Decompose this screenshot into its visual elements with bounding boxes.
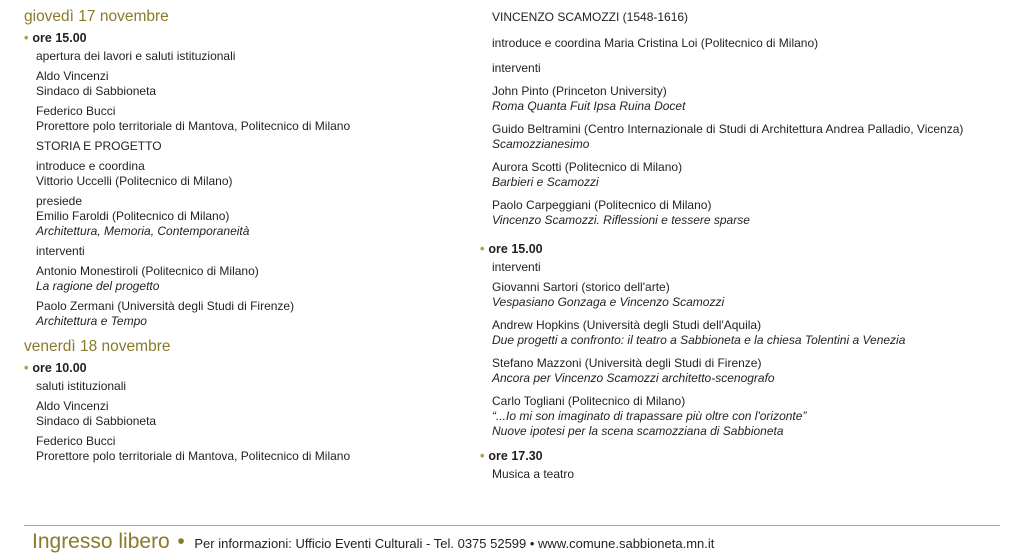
speaker-item: Aldo Vincenzi Sindaco di Sabbioneta	[36, 399, 157, 428]
footer	[32, 531, 714, 555]
speaker-item: Aurora Scotti (Politecnico di Milano) Barbieri e Scamozzi	[492, 160, 683, 189]
speaker-item: Paolo Zermani (Università degli Studi di Firenze) Architettura e Tempo	[36, 299, 295, 328]
program-item: introduce e coordina Maria Cristina Loi (Politecnico di Milano)	[492, 36, 819, 50]
speaker-item: Giovanni Sartori (storico dell'arte) Vespasiano Gonzaga e Vincenzo Scamozzi	[492, 280, 725, 309]
session-title: VINCENZO SCAMOZZI (1548-1616)	[492, 10, 689, 24]
speaker-item: introduce e coordina Vittorio Uccelli (Politecnico di Milano)	[36, 159, 233, 188]
program-item: Musica a teatro	[492, 467, 575, 481]
bullet-icon: •	[24, 31, 29, 45]
time-slot: • ore 10.00	[24, 361, 87, 375]
speaker-item: Aldo Vincenzi Sindaco di Sabbioneta	[36, 69, 157, 98]
bullet-icon: •	[480, 449, 485, 463]
bullet-icon: •	[480, 242, 485, 256]
right-column	[480, 10, 1020, 487]
left-column	[24, 0, 464, 469]
speaker-item: John Pinto (Princeton University) Roma Quanta Fuit Ipsa Ruina Docet	[492, 84, 686, 113]
speaker-item: presiede Emilio Faroldi (Politecnico di Milano) Architettura, Memoria, Contemporaneità	[36, 194, 250, 238]
footer-divider	[24, 525, 1000, 526]
program-item: apertura dei lavori e saluti istituzionali	[36, 49, 236, 63]
speaker-item: Paolo Carpeggiani (Politecnico di Milano) Vincenzo Scamozzi. Riflessioni e tessere sparse	[492, 198, 750, 227]
speaker-item: Stefano Mazzoni (Università degli Studi di Firenze) Ancora per Vincenzo Scamozzi architetto-scenografo	[492, 356, 775, 385]
time-slot: • ore 17.30	[480, 449, 543, 463]
speaker-item: Andrew Hopkins (Università degli Studi dell'Aquila) Due progetti a confronto: il teatro a Sabbioneta e la chiesa Tolentini a Venezia	[492, 318, 906, 347]
day-heading-thursday: giovedì 17 novembre	[24, 8, 169, 25]
entry-label: Ingresso libero	[32, 530, 170, 553]
program-item: saluti istituzionali	[36, 379, 127, 393]
time-slot: • ore 15.00	[480, 242, 543, 256]
time-slot: • ore 15.00	[24, 31, 87, 45]
bullet-icon: •	[177, 530, 185, 553]
speaker-item: Carlo Togliani (Politecnico di Milano) “...Io mi son imaginato di trapassare più oltre con l'orizonte” Nuove ipotesi per la scena scamozziana di Sabbioneta	[492, 394, 807, 438]
speaker-item: Federico Bucci Prorettore polo territoriale di Mantova, Politecnico di Milano	[36, 434, 351, 463]
program-item: interventi	[36, 244, 85, 258]
contact-info: Per informazioni: Ufficio Eventi Culturali - Tel. 0375 52599 • www.comune.sabbioneta.mn.it	[194, 536, 715, 551]
bullet-icon: •	[24, 361, 29, 375]
program-item: interventi	[492, 61, 541, 75]
program-item: interventi	[492, 260, 541, 274]
speaker-item: Antonio Monestiroli (Politecnico di Milano) La ragione del progetto	[36, 264, 259, 293]
speaker-item: Federico Bucci Prorettore polo territoriale di Mantova, Politecnico di Milano	[36, 104, 351, 133]
session-title: STORIA E PROGETTO	[36, 139, 162, 153]
speaker-item: Guido Beltramini (Centro Internazionale di Studi di Architettura Andrea Palladio, Vicenza) Scamozzianesimo	[492, 122, 964, 151]
day-heading-friday: venerdì 18 novembre	[24, 338, 171, 355]
